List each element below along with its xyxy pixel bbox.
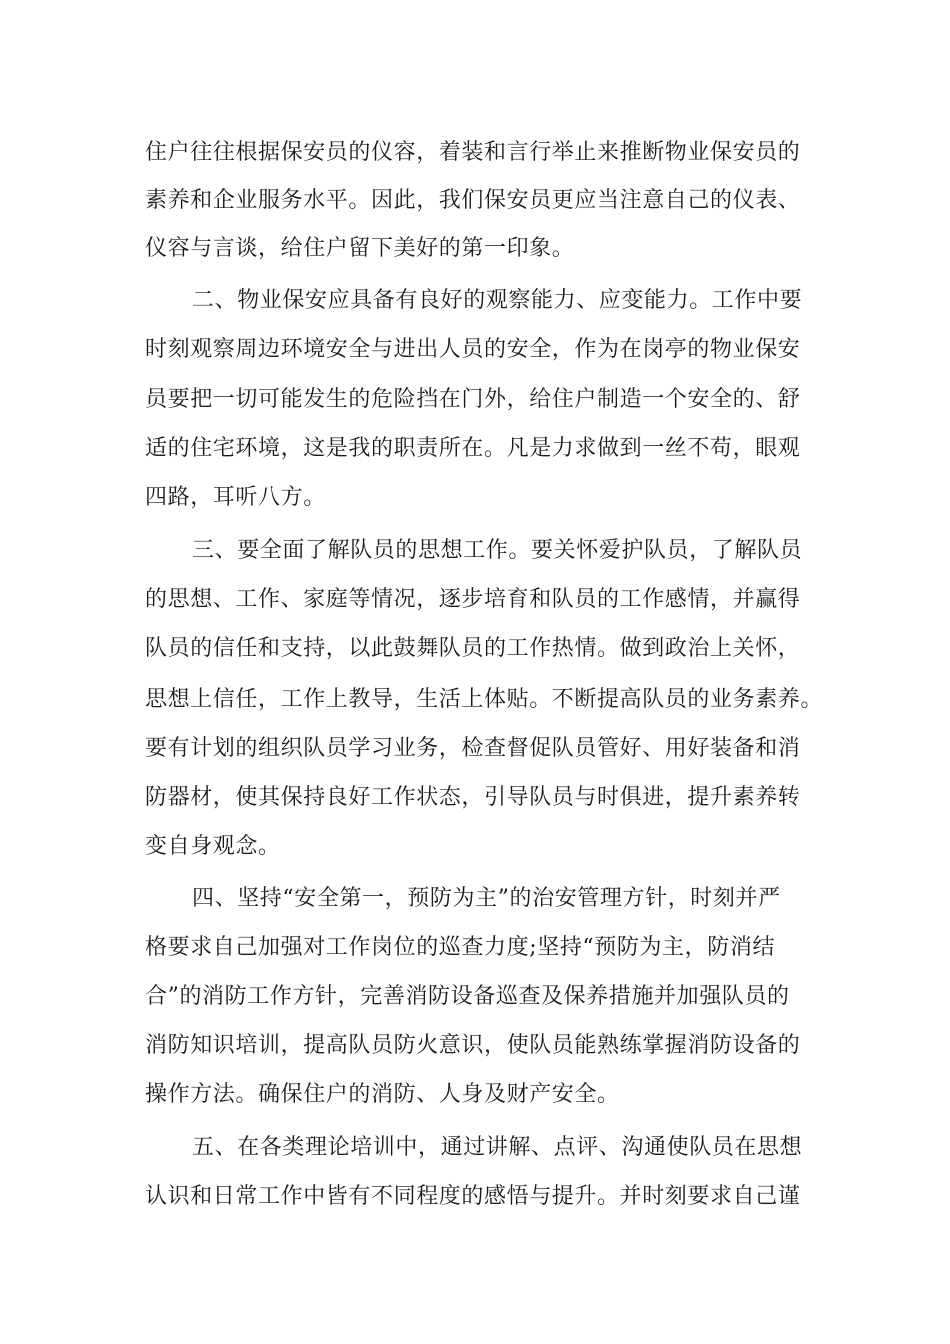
text-line: 四、坚持“安全第一，预防为主”的治安管理方针，时刻并严 <box>192 886 781 911</box>
text-line: 防器材，使其保持良好工作状态，引导队员与时俱进，提升素养转 <box>145 785 801 810</box>
text-line: 适的住宅环境，这是我的职责所在。凡是力求做到一丝不苟，眼观 <box>145 436 801 461</box>
text-line: 二、物业保安应具备有良好的观察能力、应变能力。工作中要 <box>192 288 803 313</box>
text-line: 的思想、工作、家庭等情况，逐步培育和队员的工作感情，并赢得 <box>145 587 801 612</box>
text-line: 变自身观念。 <box>145 834 281 859</box>
text-line: 五、在各类理论培训中，通过讲解、点评、沟通使队员在思想 <box>192 1135 803 1160</box>
text-line: 时刻观察周边环境安全与进出人员的安全，作为在岗亭的物业保安 <box>145 337 801 362</box>
text-line: 四路，耳听八方。 <box>145 485 326 510</box>
text-line: 住户往往根据保安员的仪容，着装和言行举止来推断物业保安员的 <box>145 140 801 165</box>
text-line: 操作方法。确保住户的消防、人身及财产安全。 <box>145 1082 620 1107</box>
text-line: 消防知识培训，提高队员防火意识，使队员能熟练掌握消防设备的 <box>145 1033 801 1058</box>
text-line: 队员的信任和支持，以此鼓舞队员的工作热情。做到政治上关怀， <box>145 636 801 661</box>
text-line: 三、要全面了解队员的思想工作。要关怀爱护队员，了解队员 <box>192 538 803 563</box>
text-line: 认识和日常工作中皆有不同程度的感悟与提升。并时刻要求自己谨 <box>145 1184 801 1209</box>
text-line: 要有计划的组织队员学习业务，检查督促队员管好、用好装备和消 <box>145 736 801 761</box>
text-line: 思想上信任，工作上教导，生活上体贴。不断提高队员的业务素养。 <box>145 687 824 712</box>
text-line: 仪容与言谈，给住户留下美好的第一印象。 <box>145 236 575 261</box>
text-line: 格要求自己加强对工作岗位的巡查力度;坚持“预防为主，防消结 <box>145 935 776 960</box>
text-line: 素养和企业服务水平。因此，我们保安员更应当注意自己的仪表、 <box>145 188 801 213</box>
text-line: 合”的消防工作方针，完善消防设备巡查及保养措施并加强队员的 <box>145 984 790 1009</box>
text-line: 员要把一切可能发生的危险挡在门外，给住户制造一个安全的、舒 <box>145 387 801 412</box>
